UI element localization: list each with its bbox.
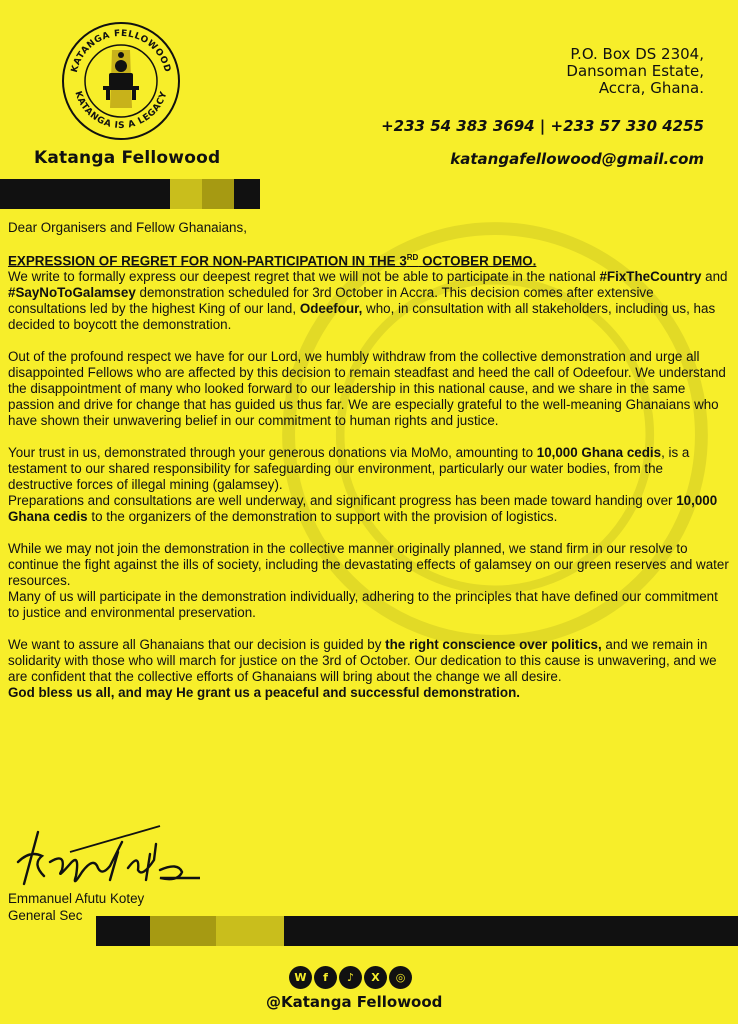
email-address: katangafellowood@gmail.com bbox=[450, 150, 704, 168]
header-bar-khaki bbox=[170, 179, 202, 209]
header-bar-black-end bbox=[234, 179, 260, 209]
closing-line: God bless us all, and may He grant us a peaceful and successful demonstration. bbox=[8, 685, 520, 701]
org-name: Katanga Fellowood bbox=[34, 148, 221, 168]
address-line: P.O. Box DS 2304, bbox=[570, 45, 704, 63]
header-bar-black bbox=[0, 179, 170, 209]
paragraph-4: Preparations and consultations are well underway, and significant progress has been made toward handing over 10,000 Ghana cedis to the organizers of the demonstration to support with the provision of logistics. bbox=[8, 493, 718, 525]
paragraph-2: Out of the profound respect we have for our Lord, we humbly withdraw from the collective demonstration and urge all disappointed Fellows who are affected by this decision to remain steadfast and heed the call of Odeefour. We understand the disappointment of many who looked forward to our leadership in this national cause, and we share in the same passion and drive for change that has guided us thus far. We are especially grateful to the well-meaning Ghanaians who have shown their unwavering belief in our commitment to human rights and justice. bbox=[8, 349, 726, 429]
paragraph-7: We want to assure all Ghanaians that our decision is guided by the right conscience over politics, and we remain in solidarity with those who will march for justice on the 3rd of October. Our dedication to this cause is unwavering, and we are confident that the collective efforts of Ghanaians will bring about the change we all desire. bbox=[8, 637, 717, 685]
logo-ring-top-text: KATANGA FELLOWOOD bbox=[69, 28, 173, 74]
salutation: Dear Organisers and Fellow Ghanaians, bbox=[8, 220, 247, 235]
logo-ring-bottom-text: KATANGA IS A LEGACY bbox=[72, 90, 170, 132]
instagram-icon[interactable]: ◎ bbox=[389, 966, 412, 989]
header-bar-olive bbox=[202, 179, 234, 209]
letter-subject: EXPRESSION OF REGRET FOR NON-PARTICIPATION IN THE 3RD OCTOBER DEMO. bbox=[8, 253, 537, 269]
org-logo bbox=[60, 20, 182, 142]
signer-title: General Sec bbox=[8, 908, 83, 923]
facebook-icon[interactable]: f bbox=[314, 966, 337, 989]
address-line: Dansoman Estate, bbox=[566, 62, 704, 80]
footer-bar-black-end bbox=[284, 916, 738, 946]
footer-bar-black bbox=[96, 916, 150, 946]
footer-bar-khaki bbox=[216, 916, 284, 946]
paragraph-3: Your trust in us, demonstrated through your generous donations via MoMo, amounting to 10,000 Ghana cedis, is a testament to our shared responsibility for safeguarding our environment, particularly our water bodies, from the destructive forces of illegal mining (galamsey). bbox=[8, 445, 690, 493]
social-handle: @Katanga Fellowood bbox=[266, 993, 443, 1011]
whatsapp-icon[interactable]: W bbox=[289, 966, 312, 989]
footer-bar-olive bbox=[150, 916, 216, 946]
tiktok-icon[interactable]: ♪ bbox=[339, 966, 362, 989]
address-line: Accra, Ghana. bbox=[598, 79, 704, 97]
x-icon[interactable]: X bbox=[364, 966, 387, 989]
phone-numbers: +233 54 383 3694 | +233 57 330 4255 bbox=[381, 117, 704, 135]
paragraph-5: While we may not join the demonstration in the collective manner originally planned, we stand firm in our resolve to continue the fight against the ills of society, including the devastating effects of galamsey on our green reserves and water resources. bbox=[8, 541, 729, 589]
paragraph-6: Many of us will participate in the demonstration individually, adhering to the principles that have defined our commitment to justice and environmental preservation. bbox=[8, 589, 718, 621]
letter-body bbox=[8, 220, 730, 701]
paragraph-1: We write to formally express our deepest regret that we will not be able to participate in the national #FixTheCountry and #SayNoToGalamsey demonstration scheduled for 3rd October in Accra. This decision comes after extensive consultations led by the highest King of our land, Odeefour, who, in consultation with all stakeholders, including us, has decided to boycott the demonstration. bbox=[8, 269, 728, 333]
social-icons bbox=[289, 966, 412, 989]
signer-name: Emmanuel Afutu Kotey bbox=[8, 891, 145, 906]
address-block bbox=[566, 46, 704, 97]
